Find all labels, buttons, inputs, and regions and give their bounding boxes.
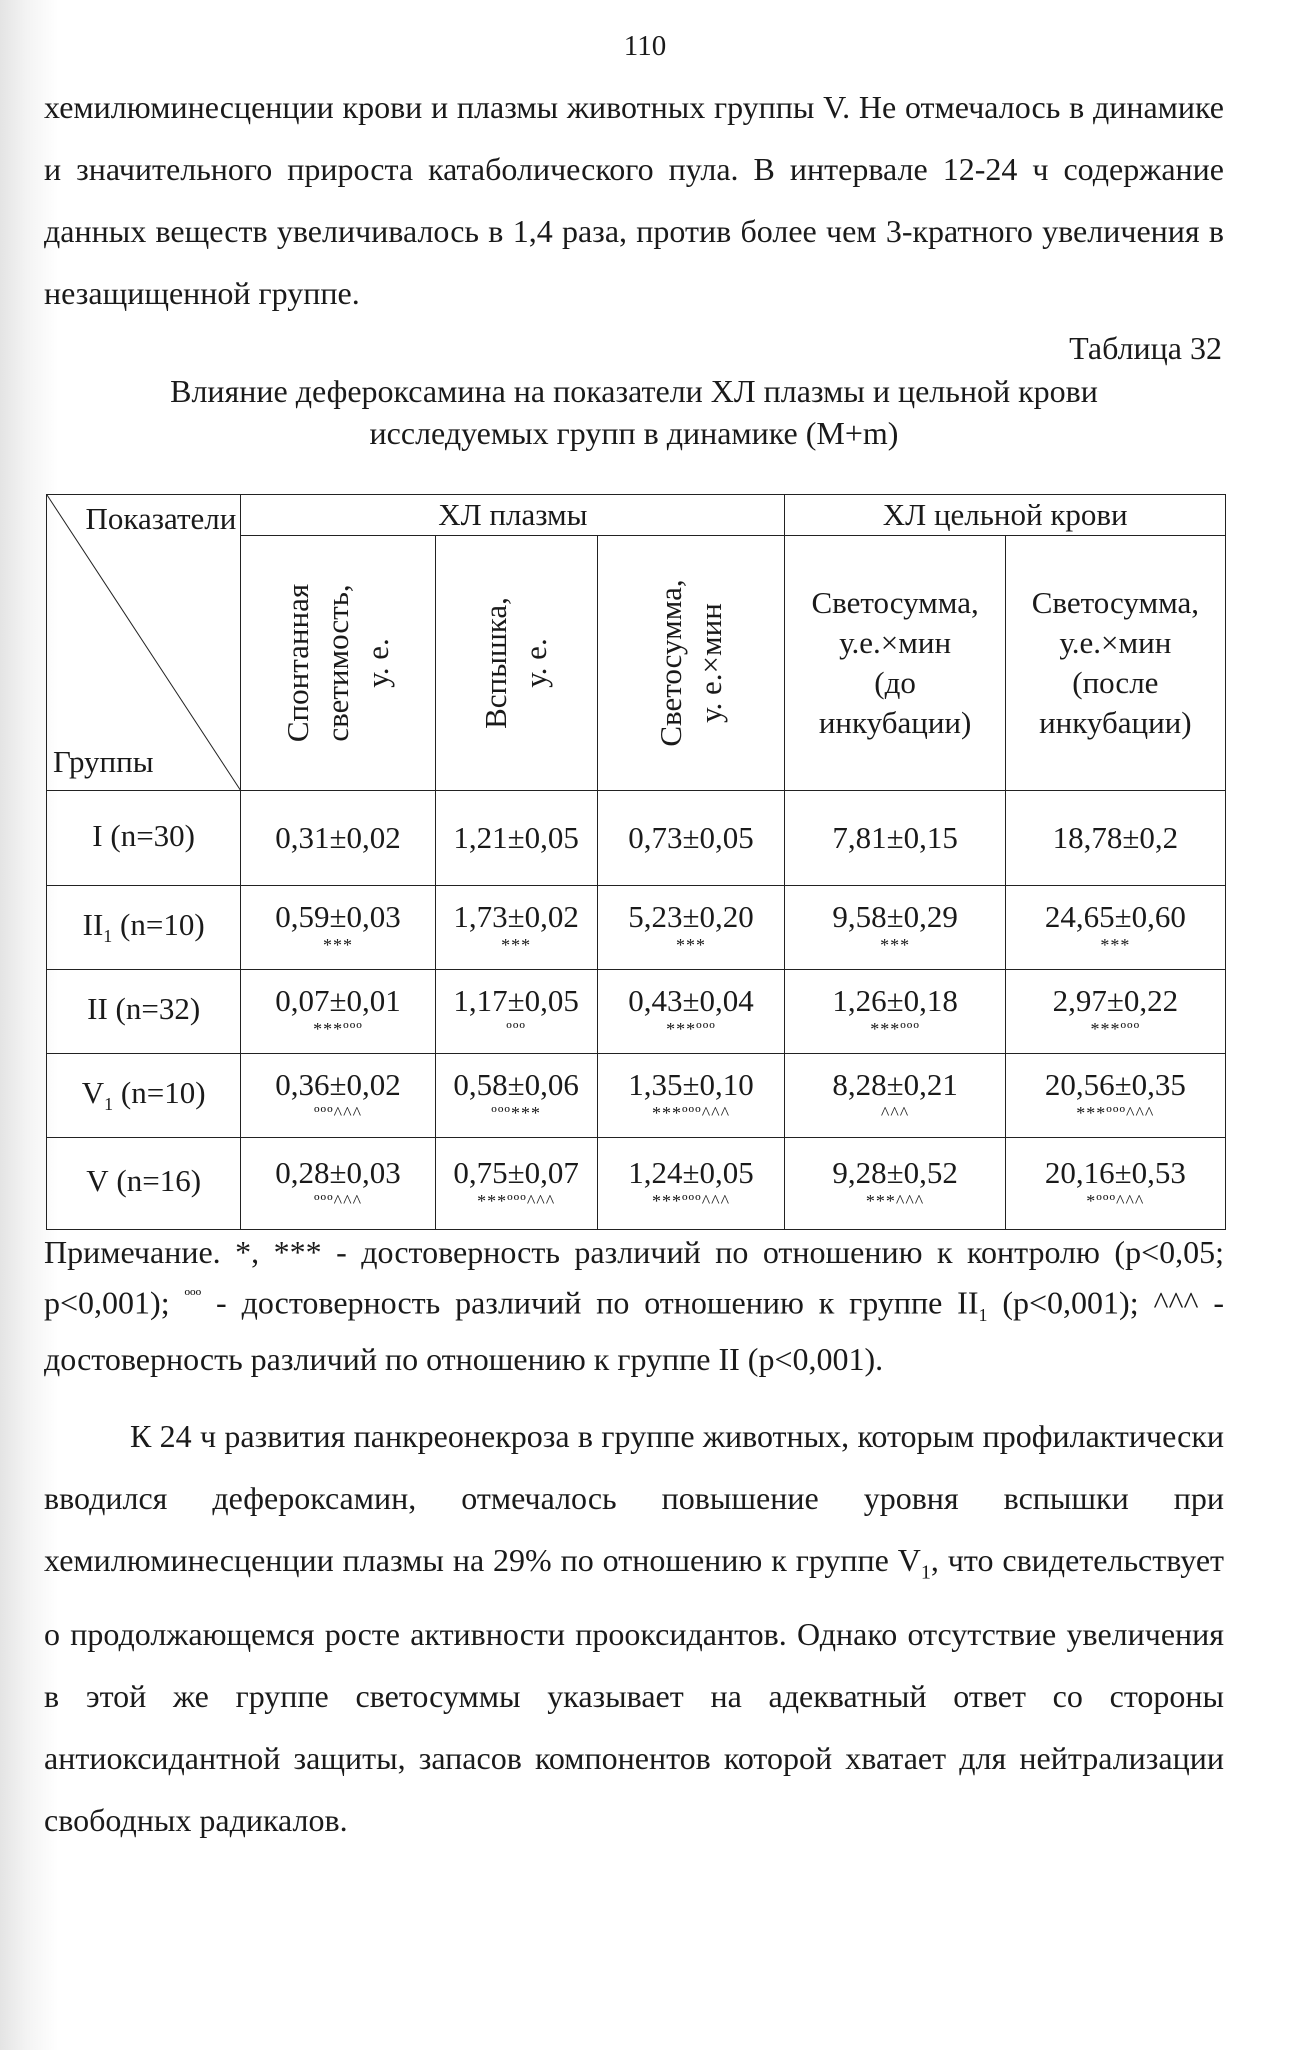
cell-value: 20,56±0,35 [1044, 1066, 1186, 1102]
header-col-lightsum-before [785, 536, 1005, 791]
header-col-lightsum-after [1005, 536, 1225, 791]
table-cell [1005, 791, 1225, 886]
significance-markers: *** [880, 934, 911, 955]
table-cell [435, 970, 597, 1054]
cell-value: 0,75±0,07 [453, 1154, 579, 1190]
significance-markers: ***ººº [1090, 1018, 1141, 1039]
cell-value: 0,58±0,06 [453, 1066, 579, 1102]
cell-value: 1,24±0,05 [628, 1154, 754, 1190]
header-col-lightsum-after-line1: Светосумма, [1031, 585, 1199, 620]
cell-value: 1,73±0,02 [453, 898, 579, 934]
header-col-flash-line2: у. е. [518, 638, 554, 688]
table-cell [1005, 1054, 1225, 1138]
cell-value: 9,28±0,52 [832, 1154, 958, 1190]
data-table [46, 494, 1226, 1230]
significance-markers: ***^^^ [865, 1190, 925, 1211]
cell-value: 1,21±0,05 [453, 820, 579, 855]
cell-value: 0,07±0,01 [275, 982, 401, 1018]
cell-value: 0,28±0,03 [275, 1154, 401, 1190]
significance-markers: ***ººº^^^ [651, 1190, 731, 1211]
table-cell [435, 1054, 597, 1138]
table-cell [435, 791, 597, 886]
cell-value: 0,59±0,03 [275, 898, 401, 934]
table-title-line2: исследуемых групп в динамике (M+m) [369, 415, 899, 451]
header-col-flash [435, 536, 597, 791]
header-col-spontaneous-line3: у. е. [359, 638, 395, 688]
cell-value: 9,58±0,29 [832, 898, 958, 934]
table-label: Таблица 32 [1069, 330, 1222, 366]
significance-markers: *** [1100, 934, 1131, 955]
table-row [47, 970, 1226, 1054]
table-cell [435, 1138, 597, 1230]
significance-markers: ***ººº [313, 1018, 363, 1039]
table-cell [597, 886, 785, 970]
significance-markers: ººº^^^ [313, 1102, 363, 1123]
header-plasma: ХЛ плазмы [241, 495, 785, 536]
significance-markers: ^^^ [880, 1102, 910, 1123]
row-group-label: V (n=16) [47, 1138, 241, 1230]
significance-markers: ***ººº^^^ [1076, 1102, 1155, 1123]
significance-markers: ººº^^^ [313, 1190, 363, 1211]
row-group-label: I (n=30) [47, 791, 241, 886]
significance-markers: ***ººº^^^ [477, 1190, 556, 1211]
significance-markers: *ººº^^^ [1086, 1190, 1145, 1211]
table-cell [597, 970, 785, 1054]
table-cell [597, 791, 785, 886]
significance-markers: *** [501, 934, 532, 955]
table-cell [785, 970, 1005, 1054]
header-col-spontaneous [241, 536, 435, 791]
cell-value: 24,65±0,60 [1044, 898, 1186, 934]
table-cell [241, 886, 435, 970]
table-corner-cell [47, 495, 241, 791]
significance-markers: ***ººº [870, 1018, 920, 1039]
table-cell [597, 1138, 785, 1230]
cell-value: 2,97±0,22 [1052, 982, 1179, 1018]
cell-value: 0,43±0,04 [628, 982, 754, 1018]
table-cell [785, 791, 1005, 886]
table-cell [241, 1138, 435, 1230]
table-cell [785, 1054, 1005, 1138]
table-cell [241, 791, 435, 886]
cell-value: 1,26±0,18 [832, 982, 958, 1018]
cell-value: 20,16±0,53 [1044, 1154, 1186, 1190]
cell-value: 1,17±0,05 [453, 982, 579, 1018]
header-col-lightsum-line1: Светосумма, [653, 579, 689, 747]
cell-value: 8,28±0,21 [832, 1066, 958, 1102]
cell-value: 0,31±0,02 [275, 820, 401, 855]
header-col-lightsum-line2: у. е.×мин [693, 603, 729, 723]
table-cell [785, 886, 1005, 970]
header-col-lightsum-after-line3: (после [1072, 665, 1159, 700]
table-title [44, 370, 1224, 454]
header-col-lightsum-before-line4: инкубации) [818, 705, 972, 740]
table-title-line1: Влияние дефероксамина на показатели ХЛ плазмы и цельной крови [170, 373, 1098, 409]
table-cell [597, 1054, 785, 1138]
significance-markers: ***ººº [666, 1018, 716, 1039]
table-header-row-1 [47, 495, 1226, 536]
table-cell [435, 886, 597, 970]
table-cell [241, 1054, 435, 1138]
row-group-label: $II_1$ (n=10) [47, 886, 241, 970]
table-cell [241, 970, 435, 1054]
significance-markers: ººº*** [491, 1102, 541, 1123]
header-whole-blood: ХЛ цельной крови [785, 495, 1226, 536]
header-col-lightsum-before-line2: у.е.×мин [839, 625, 952, 660]
cell-value: 0,36±0,02 [275, 1066, 401, 1102]
significance-markers: ***ººº^^^ [651, 1102, 731, 1123]
table-cell [1005, 1138, 1225, 1230]
significance-markers: ººº [506, 1018, 526, 1039]
header-col-flash-line1: Вспышка, [478, 597, 514, 729]
table-row [47, 1054, 1226, 1138]
row-group-label: $V_1$ (n=10) [47, 1054, 241, 1138]
table-cell [785, 1138, 1005, 1230]
header-col-spontaneous-line2: светимость, [319, 584, 355, 742]
header-col-lightsum-before-line3: (до [874, 665, 916, 700]
table-note: Примечание. *, *** - достоверность различий по отношению к контролю (p<0,05; p<0,001); $^{ººº}$ - достоверность различий по отношению к группе $II_1$ (p<0,001); ^^^ - достоверность различий по отношению к группе II (p<0,001). [44, 1234, 1225, 1378]
significance-markers: *** [322, 934, 353, 955]
cell-value: 1,35±0,10 [628, 1066, 754, 1102]
table-row [47, 1138, 1226, 1230]
header-col-lightsum-after-line4: инкубации) [1039, 705, 1192, 740]
cell-value: 5,23±0,20 [628, 898, 754, 934]
table-row [47, 886, 1226, 970]
corner-label-groups: Группы [53, 744, 154, 779]
paragraph-bottom: К 24 ч развития панкреонекроза в группе животных, которым профилактически вводился дефероксамин, отмечалось повышение уровня вспышки при хемилюминесценции плазмы на 29% по отношению к группе $V_1$, что свидетельствует о продолжающемся росте активности прооксидантов. Однако отсутствие увеличения в этой же группе светосуммы указывает на адекватный ответ со стороны антиоксидантной защиты, запасов компонентов которой хватает для нейтрализации свободных радикалов. [44, 1418, 1225, 1839]
table-cell [1005, 886, 1225, 970]
header-col-spontaneous-line1: Спонтанная [279, 583, 315, 743]
header-col-lightsum-before-line1: Светосумма, [811, 585, 979, 620]
cell-value: 18,78±0,2 [1052, 820, 1179, 855]
significance-markers: *** [676, 934, 707, 955]
page-number: 110 [623, 30, 667, 62]
paragraph-top: хемилюминесценции крови и плазмы животных группы V. Не отмечалось в динамике и значительного прироста катаболического пула. В интервале 12-24 ч содержание данных веществ увеличивалось в 1,4 раза, против более чем 3-кратного увеличения в незащищенной группе. [44, 89, 1224, 311]
header-col-lightsum [597, 536, 785, 791]
table-cell [1005, 970, 1225, 1054]
cell-value: 7,81±0,15 [832, 820, 958, 855]
row-group-label: II (n=32) [47, 970, 241, 1054]
header-col-lightsum-after-line2: у.е.×мин [1059, 625, 1172, 660]
cell-value: 0,73±0,05 [628, 820, 754, 855]
table-row [47, 791, 1226, 886]
corner-label-indicators: Показатели [85, 501, 237, 536]
